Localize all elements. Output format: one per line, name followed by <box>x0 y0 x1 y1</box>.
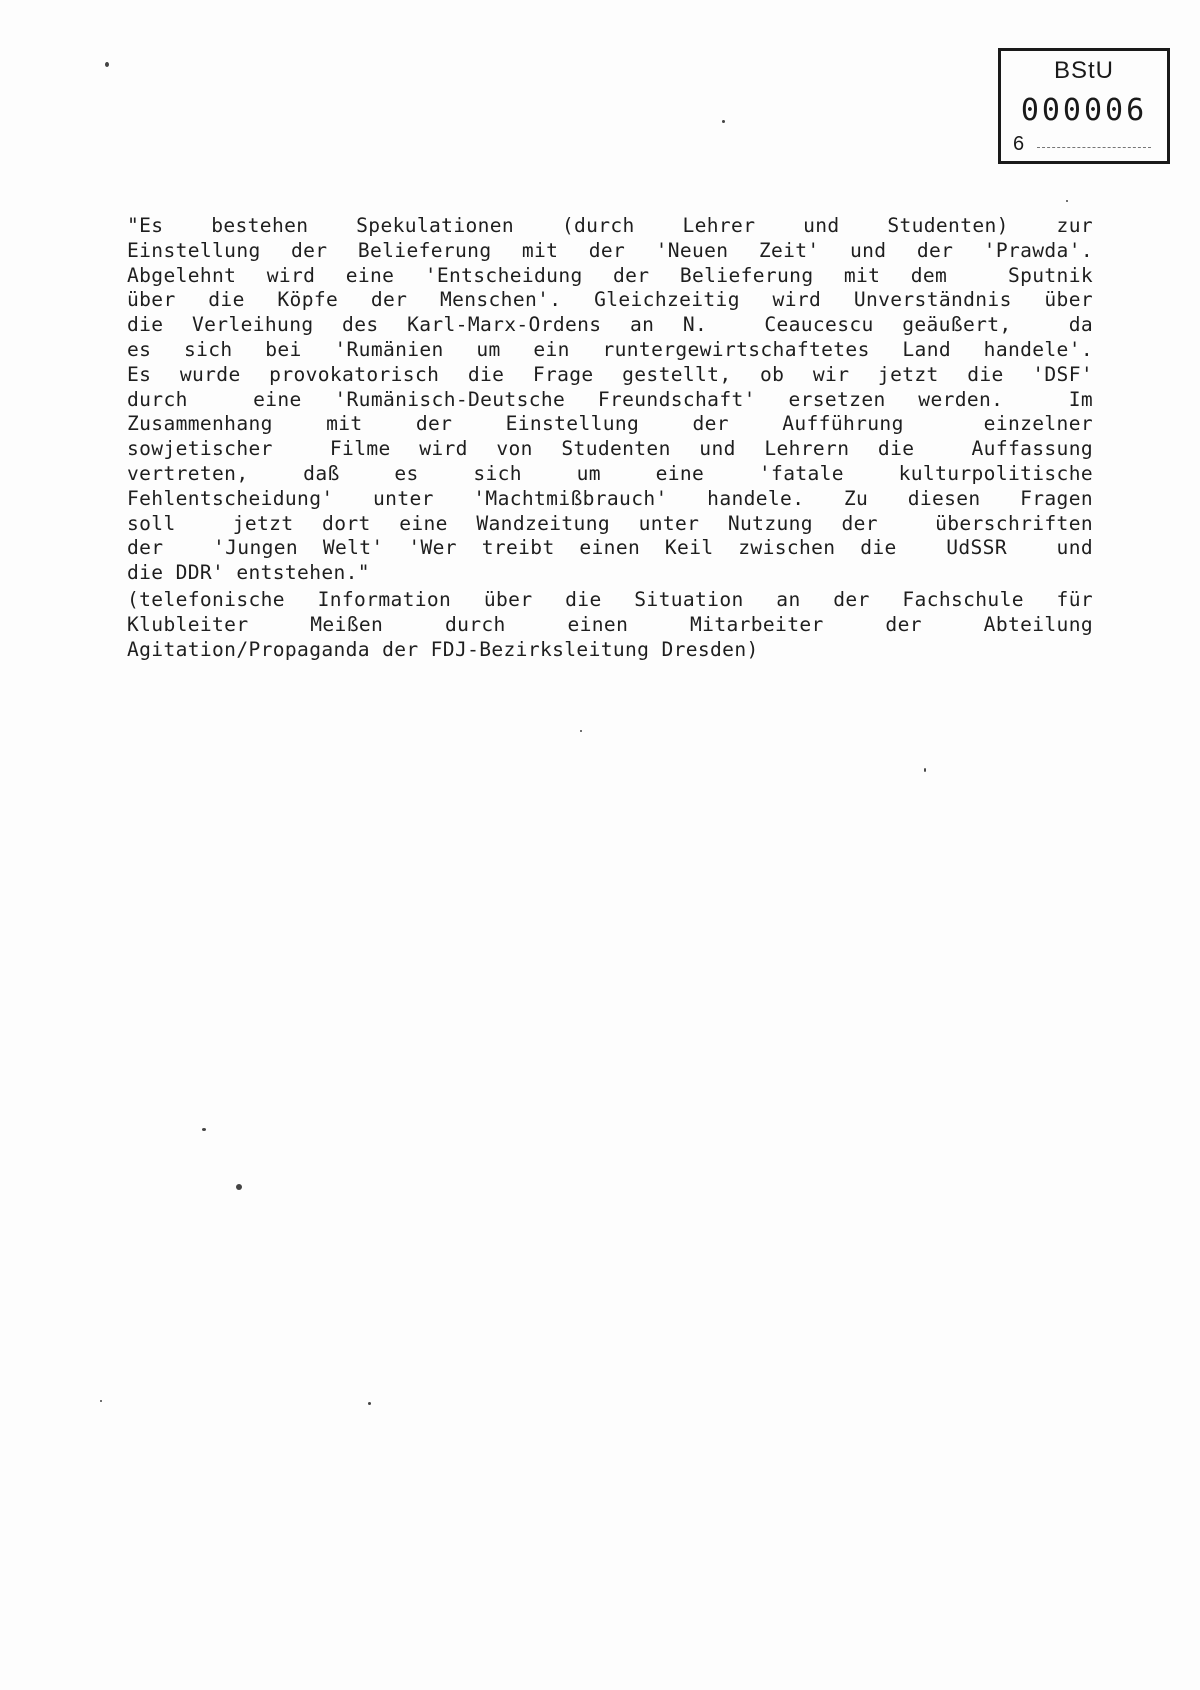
body-line: soll jetzt dort eine Wandzeitung unter Nutzung der überschriften <box>127 511 1093 535</box>
scan-speck <box>368 1402 371 1405</box>
body-line: die DDR' entstehen." <box>127 561 370 585</box>
body-line: sowjetischer Filme wird von Studenten und Lehrern die Auffassung <box>127 437 1093 461</box>
stamp-organization: BStU <box>1053 57 1114 84</box>
scan-speck <box>580 730 582 732</box>
source-line: Agitation/Propaganda der FDJ-Bezirksleitung Dresden) <box>127 637 759 661</box>
source-note <box>127 588 1093 662</box>
stamp-document-number: 000006 <box>1020 93 1148 128</box>
source-line: (telefonische Information über die Situation an der Fachschule für <box>127 588 1093 611</box>
stamp-divider <box>1037 147 1151 148</box>
body-line: vertreten, daß es sich um eine 'fatale kulturpolitische <box>127 461 1093 485</box>
scan-speck <box>236 1184 242 1190</box>
body-line: Zusammenhang mit der Einstellung der Aufführung einzelner <box>127 412 1093 436</box>
body-line: "Es bestehen Spekulationen (durch Lehrer und Studenten) zur <box>127 214 1093 237</box>
body-line: der 'Jungen Welt' 'Wer treibt einen Keil zwischen die UdSSR und <box>127 536 1093 560</box>
body-line: über die Köpfe der Menschen'. Gleichzeitig wird Unverständnis über <box>127 288 1093 312</box>
scan-speck <box>924 768 926 772</box>
body-line: die Verleihung des Karl-Marx-Ordens an N. Ceaucescu geäußert, da <box>127 313 1093 337</box>
scan-speck <box>105 62 109 67</box>
source-line: Klubleiter Meißen durch einen Mitarbeiter der Abteilung <box>127 612 1093 636</box>
archive-stamp <box>998 48 1170 164</box>
scan-speck <box>722 120 725 123</box>
scan-speck <box>1066 200 1068 202</box>
scan-speck <box>100 1400 102 1402</box>
body-line: es sich bei 'Rumänien um ein runtergewirtschaftetes Land handele'. <box>127 337 1093 361</box>
body-line: Abgelehnt wird eine 'Entscheidung der Belieferung mit dem Sputnik <box>127 263 1093 287</box>
scan-speck <box>202 1128 206 1131</box>
body-line: Einstellung der Belieferung mit der 'Neuen Zeit' und der 'Prawda'. <box>127 238 1093 262</box>
body-line: Fehlentscheidung' unter 'Machtmißbrauch' handele. Zu diesen Fragen <box>127 486 1093 510</box>
stamp-page-number: 6 <box>1013 133 1025 155</box>
body-line: Es wurde provokatorisch die Frage gestellt, ob wir jetzt die 'DSF' <box>127 362 1093 386</box>
report-quote <box>127 214 1093 586</box>
body-line: durch eine 'Rumänisch-Deutsche Freundschaft' ersetzen werden. Im <box>127 387 1093 411</box>
